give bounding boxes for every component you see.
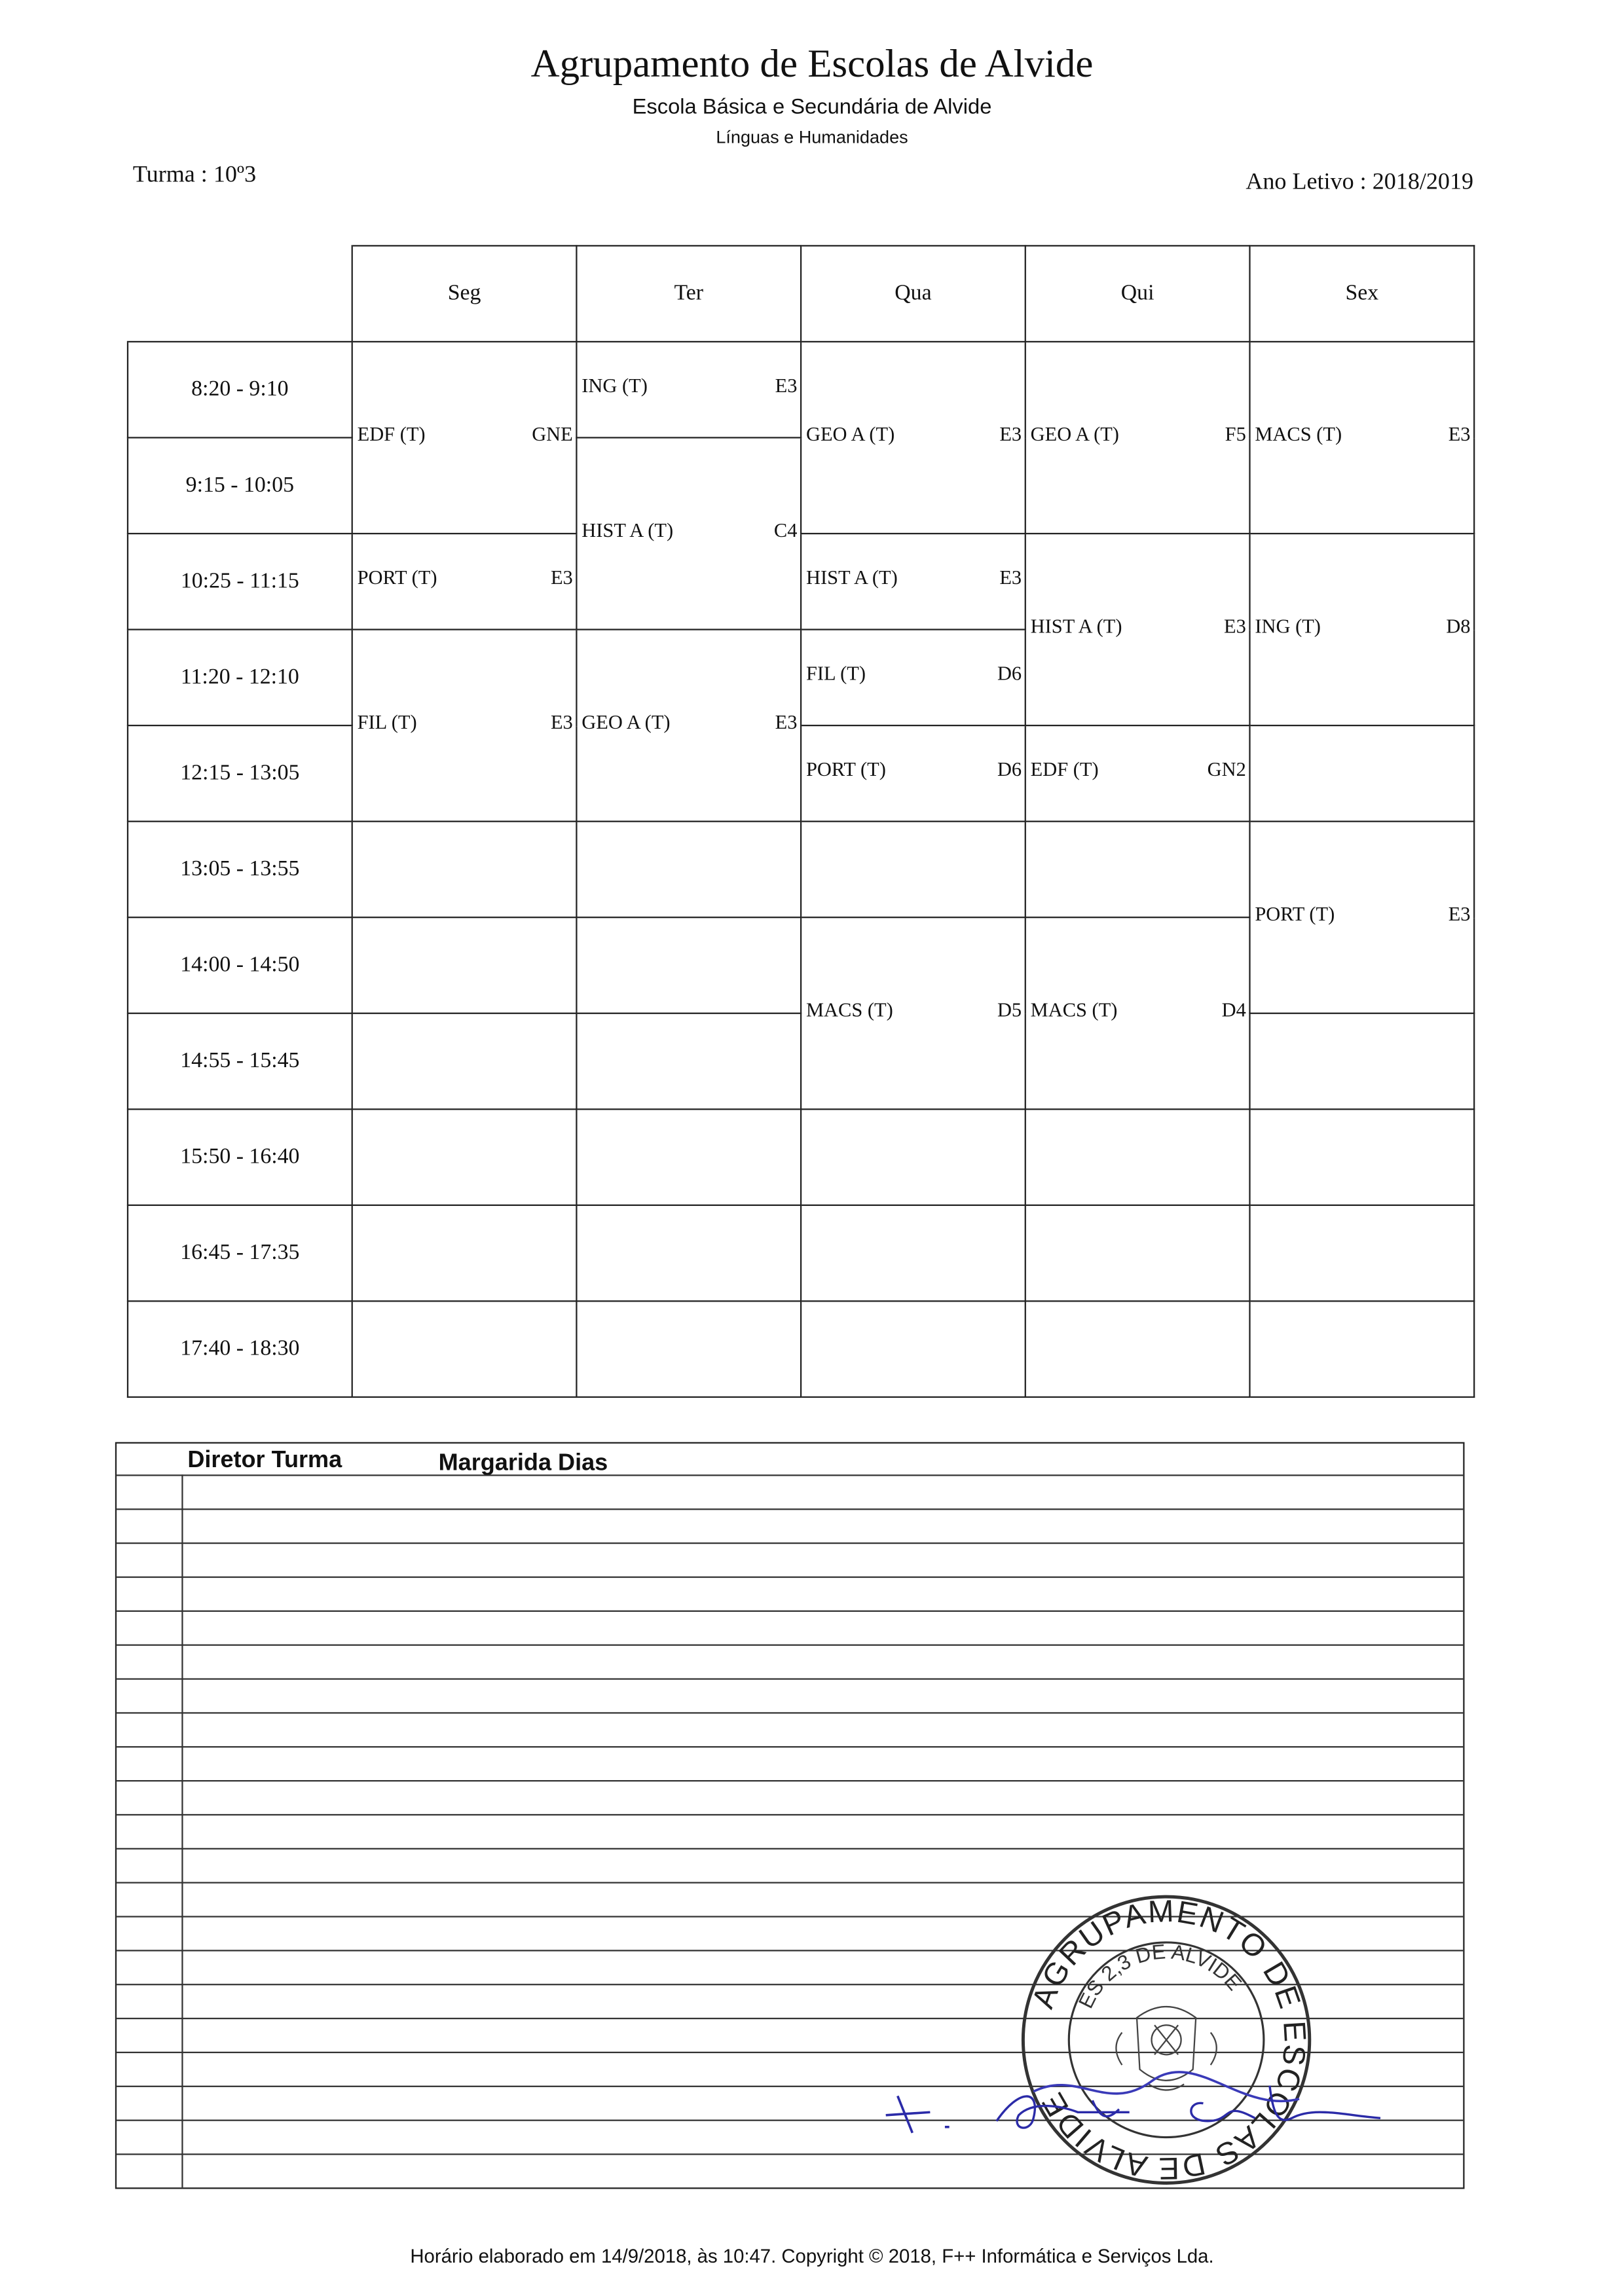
room: C4 bbox=[773, 518, 798, 541]
room: E3 bbox=[775, 374, 798, 397]
notes-rule bbox=[117, 1542, 1463, 1544]
subject: FIL (T) bbox=[805, 662, 866, 685]
time-slot: 8:20 - 9:10 bbox=[128, 342, 352, 438]
subject: EDF (T) bbox=[1030, 757, 1099, 780]
class-cell bbox=[576, 437, 801, 629]
director-label: Diretor Turma bbox=[187, 1448, 342, 1474]
empty-cell bbox=[1249, 1205, 1474, 1302]
time-slot: 15:50 - 16:40 bbox=[128, 1109, 352, 1205]
empty-cell bbox=[1025, 822, 1250, 918]
empty-cell bbox=[801, 1205, 1025, 1302]
room: E3 bbox=[550, 710, 573, 733]
subject: PORT (T) bbox=[357, 566, 437, 589]
seal-inner-text: ES 2,3 DE ALVIDE bbox=[1073, 1939, 1247, 2013]
handwritten-signature bbox=[871, 2074, 1403, 2148]
class-cell bbox=[801, 917, 1025, 1109]
subject: MACS (T) bbox=[1255, 422, 1342, 445]
room: D5 bbox=[997, 998, 1022, 1021]
class-cell bbox=[801, 534, 1025, 630]
room: E3 bbox=[1448, 902, 1471, 924]
notes-margin-line bbox=[181, 1474, 183, 2187]
table-row bbox=[128, 1301, 1474, 1397]
class-cell bbox=[1249, 822, 1474, 1013]
class-cell bbox=[1025, 917, 1250, 1109]
subject: HIST A (T) bbox=[581, 518, 674, 541]
notes-rule bbox=[117, 1508, 1463, 1510]
school-subname: Escola Básica e Secundária de Alvide bbox=[632, 96, 992, 120]
notes-rule bbox=[117, 1712, 1463, 1713]
time-slot: 14:00 - 14:50 bbox=[128, 917, 352, 1013]
time-slot: 12:15 - 13:05 bbox=[128, 725, 352, 822]
notes-rule bbox=[117, 1474, 1463, 1476]
subject: GEO A (T) bbox=[581, 710, 671, 733]
notes-rule bbox=[117, 1746, 1463, 1747]
notes-rule bbox=[117, 1678, 1463, 1679]
table-row bbox=[128, 534, 1474, 630]
class-cell bbox=[1025, 534, 1250, 725]
day-header-seg: Seg bbox=[352, 246, 577, 342]
empty-cell bbox=[1249, 1013, 1474, 1110]
table-row bbox=[128, 1109, 1474, 1205]
room: E3 bbox=[550, 566, 573, 589]
subject: FIL (T) bbox=[357, 710, 417, 733]
notes-rule bbox=[117, 1611, 1463, 1612]
table-row bbox=[128, 725, 1474, 822]
class-cell bbox=[1249, 342, 1474, 534]
empty-cell bbox=[801, 1109, 1025, 1205]
empty-cell bbox=[352, 917, 577, 1013]
time-slot: 14:55 - 15:45 bbox=[128, 1013, 352, 1110]
notes-rule bbox=[117, 1848, 1463, 1850]
empty-cell bbox=[576, 1205, 801, 1302]
room: E3 bbox=[775, 710, 798, 733]
day-header-qua: Qua bbox=[801, 246, 1025, 342]
notes-rule bbox=[117, 1814, 1463, 1815]
empty-cell bbox=[352, 822, 577, 918]
empty-cell bbox=[801, 822, 1025, 918]
day-header-qui: Qui bbox=[1025, 246, 1250, 342]
class-cell bbox=[1249, 534, 1474, 725]
room: E3 bbox=[1448, 422, 1471, 445]
empty-cell bbox=[1249, 725, 1474, 822]
class-cell bbox=[1025, 725, 1250, 822]
empty-cell bbox=[1249, 1109, 1474, 1205]
subject: MACS (T) bbox=[1030, 998, 1118, 1021]
schedule-table bbox=[127, 245, 1475, 1398]
table-row bbox=[128, 1205, 1474, 1302]
empty-cell bbox=[576, 1109, 801, 1205]
time-slot: 17:40 - 18:30 bbox=[128, 1301, 352, 1397]
room: E3 bbox=[999, 422, 1022, 445]
class-label: Turma : 10º3 bbox=[132, 162, 257, 188]
class-cell bbox=[352, 342, 577, 534]
empty-cell bbox=[576, 1013, 801, 1110]
empty-cell bbox=[1249, 1301, 1474, 1397]
notes-rule bbox=[117, 1576, 1463, 1578]
footer-note: Horário elaborado em 14/9/2018, às 10:47. Copyright © 2018, F++ Informática e Serviços Lda. bbox=[410, 2245, 1214, 2267]
table-row bbox=[128, 342, 1474, 438]
time-slot: 9:15 - 10:05 bbox=[128, 437, 352, 534]
empty-cell bbox=[576, 822, 801, 918]
time-slot: 11:20 - 12:10 bbox=[128, 630, 352, 726]
notes-rule bbox=[117, 1780, 1463, 1781]
room: D8 bbox=[1446, 614, 1471, 636]
empty-cell bbox=[801, 1301, 1025, 1397]
day-header-sex: Sex bbox=[1249, 246, 1474, 342]
room: F5 bbox=[1225, 422, 1246, 445]
empty-cell bbox=[352, 1301, 577, 1397]
subject: HIST A (T) bbox=[805, 566, 898, 589]
director-name: Margarida Dias bbox=[438, 1451, 608, 1476]
room: GN2 bbox=[1207, 757, 1246, 780]
class-cell bbox=[576, 630, 801, 822]
seal-text: AGRUPAMENTO DE ESCOLAS DE ALVIDE bbox=[1025, 1893, 1313, 2186]
day-header-ter: Ter bbox=[576, 246, 801, 342]
subject: ING (T) bbox=[1255, 614, 1321, 636]
empty-cell bbox=[352, 1205, 577, 1302]
corner-cell bbox=[128, 246, 352, 342]
course-name: Línguas e Humanidades bbox=[716, 126, 908, 148]
empty-cell bbox=[576, 1301, 801, 1397]
subject: MACS (T) bbox=[805, 998, 893, 1021]
empty-cell bbox=[1025, 1205, 1250, 1302]
room: GNE bbox=[532, 422, 573, 445]
subject: GEO A (T) bbox=[805, 422, 895, 445]
room: E3 bbox=[999, 566, 1022, 589]
class-cell bbox=[801, 342, 1025, 534]
table-row bbox=[128, 822, 1474, 918]
room: D4 bbox=[1221, 998, 1246, 1021]
class-cell bbox=[1025, 342, 1250, 534]
subject: EDF (T) bbox=[357, 422, 426, 445]
empty-cell bbox=[352, 1109, 577, 1205]
table-row bbox=[128, 1013, 1474, 1110]
room: E3 bbox=[1224, 614, 1246, 636]
notes-rule bbox=[117, 1645, 1463, 1646]
room: D6 bbox=[997, 662, 1022, 685]
subject: HIST A (T) bbox=[1030, 614, 1122, 636]
class-cell bbox=[801, 725, 1025, 822]
empty-cell bbox=[1025, 1301, 1250, 1397]
class-cell bbox=[576, 342, 801, 438]
time-slot: 16:45 - 17:35 bbox=[128, 1205, 352, 1302]
school-year: Ano Letivo : 2018/2019 bbox=[1246, 170, 1474, 195]
subject: ING (T) bbox=[581, 374, 648, 397]
subject: PORT (T) bbox=[805, 757, 886, 780]
class-cell bbox=[801, 630, 1025, 726]
empty-cell bbox=[1025, 1109, 1250, 1205]
schedule-header-row bbox=[128, 246, 1474, 342]
room: D6 bbox=[997, 757, 1022, 780]
class-cell bbox=[352, 534, 577, 630]
empty-cell bbox=[576, 917, 801, 1013]
time-slot: 10:25 - 11:15 bbox=[128, 534, 352, 630]
school-name: Agrupamento de Escolas de Alvide bbox=[530, 41, 1094, 86]
subject: PORT (T) bbox=[1255, 902, 1335, 924]
subject: GEO A (T) bbox=[1030, 422, 1119, 445]
empty-cell bbox=[352, 1013, 577, 1110]
class-cell bbox=[352, 630, 577, 822]
notes-rule bbox=[117, 1882, 1463, 1884]
time-slot: 13:05 - 13:55 bbox=[128, 822, 352, 918]
